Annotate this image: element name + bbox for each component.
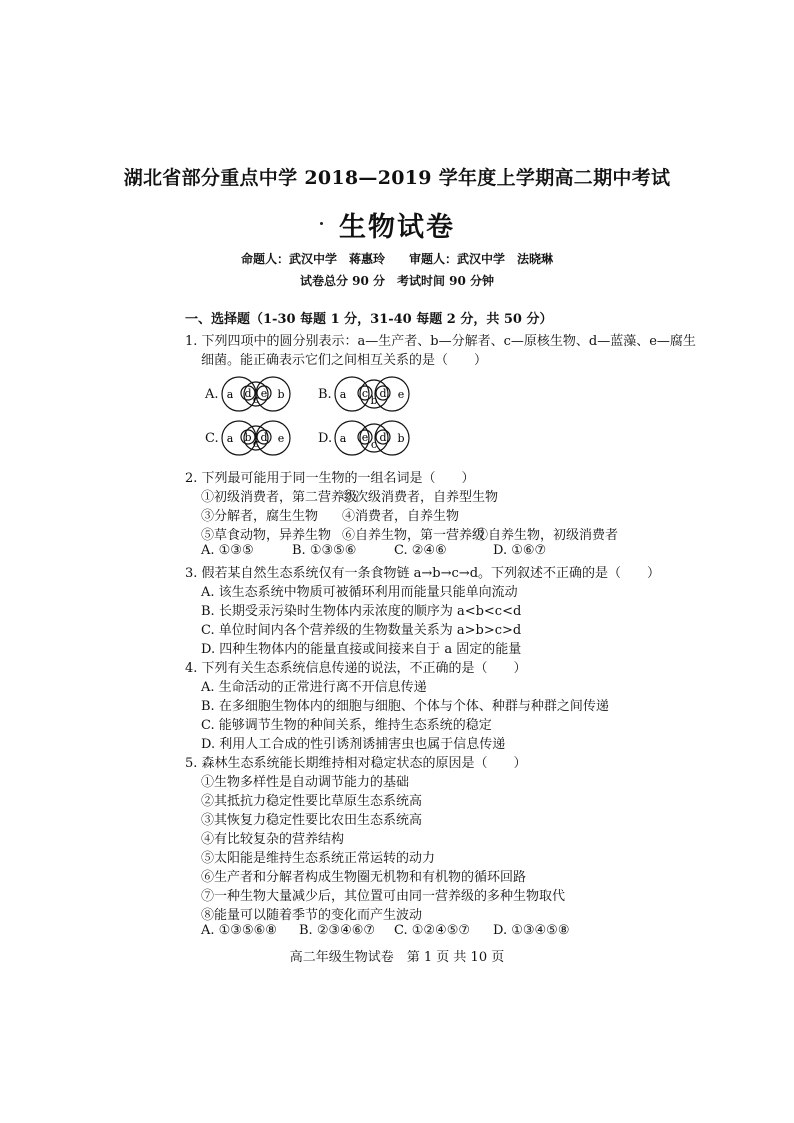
venn-letter: c (370, 438, 378, 451)
q2-item-1: ①初级消费者，第二营养级 (201, 490, 358, 505)
q1-option-c-label: C. (205, 431, 219, 446)
q2-item-6: ⑥自养生物，第一营养级 (342, 528, 486, 543)
q2-item-7: ⑦自养生物，初级消费者 (475, 528, 619, 543)
q5-option-a: A. ①③⑤⑥⑧ (201, 923, 277, 938)
q5-item-8: ⑧能量可以随着季节的变化而产生波动 (201, 908, 423, 923)
venn-letter: b (397, 432, 405, 445)
q5-option-d: D. ①③④⑤⑧ (493, 923, 570, 938)
exam-info-line: 试卷总分 90 分 考试时间 90 分钟 (299, 274, 495, 288)
q3-stem: 3. 假若某自然生态系统仅有一条食物链 a→b→c→d。下列叙述不正确的是（ ） (185, 566, 661, 581)
q4-option-d: D. 利用人工合成的性引诱剂诱捕害虫也属于信息传递 (201, 737, 506, 752)
q2-item-4: ④消费者，自养生物 (342, 509, 460, 524)
q4-option-c: C. 能够调节生物的种间关系，维持生态系统的稳定 (201, 718, 492, 733)
q5-item-2: ②其抵抗力稳定性要比草原生态系统高 (201, 794, 423, 809)
q5-option-b: B. ②③④⑥⑦ (299, 923, 376, 938)
q1-option-b-label: B. (318, 387, 332, 402)
subject-title: 生物试卷 (339, 212, 455, 243)
q1-venn-d (332, 418, 412, 458)
q2-item-3: ③分解者，腐生生物 (201, 509, 319, 524)
q1-venn-a (218, 374, 296, 414)
venn-letter: d (244, 387, 252, 400)
section-heading: 一、选择题（1-30 每题 1 分，31-40 每题 2 分，共 50 分） (185, 312, 553, 327)
venn-letter: a (339, 432, 347, 445)
q2-item-2: ②次级消费者，自养型生物 (342, 490, 499, 505)
venn-letter: a (339, 388, 347, 401)
q1-option-d-label: D. (318, 431, 333, 446)
authors-line: 命题人：武汉中学 蒋惠玲 审题人：武汉中学 法晓琳 (240, 252, 553, 266)
venn-letter: a (226, 432, 234, 445)
q2-option-b: B. ①③⑤⑥ (292, 543, 357, 558)
venn-letter: e (260, 387, 268, 400)
q1-option-a-label: A. (205, 387, 219, 402)
q5-item-3: ③其恢复力稳定性要比农田生态系统高 (201, 813, 423, 828)
q3-option-c: C. 单位时间内各个营养级的生物数量关系为 a>b>c>d (201, 623, 522, 638)
q5-item-5: ⑤太阳能是维持生态系统正常运转的动力 (201, 851, 436, 866)
venn-letter: c (252, 393, 260, 406)
venn-letter: e (397, 388, 405, 401)
venn-letter: c (361, 387, 369, 400)
q2-option-c: C. ②④⑥ (394, 543, 447, 558)
venn-letter: b (277, 388, 285, 401)
q1-stem-line1: 1. 下列四项中的圆分别表示：a—生产者、b—分解者、c—原核生物、d—蓝藻、e—腐生 (185, 334, 696, 349)
q2-stem: 2. 下列最可能用于同一生物的一组名词是（ ） (185, 471, 475, 486)
q5-stem: 5. 森林生态系统能长期维持相对稳定状态的原因是（ ） (185, 756, 527, 771)
venn-letter: d (379, 387, 387, 400)
venn-letter: e (361, 431, 369, 444)
q1-venn-c (218, 418, 296, 458)
venn-letter: b (244, 431, 252, 444)
q5-item-6: ⑥生产者和分解者构成生物圈无机物和有机物的循环回路 (201, 870, 527, 885)
q4-option-b: B. 在多细胞生物体内的细胞与细胞、个体与个体、种群与种群之间传递 (201, 699, 609, 714)
venn-letter: d (379, 431, 387, 444)
venn-letter: d (260, 431, 268, 444)
page-footer: 高二年级生物试卷 第 1 页 共 10 页 (289, 950, 505, 965)
q2-option-a: A. ①③⑤ (201, 543, 254, 558)
venn-letter: e (277, 432, 285, 445)
q1-stem-line2: 细菌。能正确表示它们之间相互关系的是（ ） (201, 353, 488, 368)
q2-item-5: ⑤草食动物，异养生物 (201, 528, 332, 543)
venn-letter: b (370, 394, 378, 407)
q3-option-d: D. 四种生物体内的能量直接或间接来自于 a 固定的能量 (201, 642, 522, 657)
exam-title: 湖北省部分重点中学 2018—2019 学年度上学期高二期中考试 (123, 167, 671, 189)
q2-option-d: D. ①⑥⑦ (493, 543, 547, 558)
q5-item-4: ④有比较复杂的营养结构 (201, 832, 345, 847)
q5-option-c: C. ①②④⑤⑦ (394, 923, 471, 938)
venn-letter: a (226, 388, 234, 401)
q3-option-a: A. 该生态系统中物质可被循环利用而能量只能单向流动 (201, 585, 518, 600)
q4-option-a: A. 生命活动的正常进行离不开信息传递 (201, 680, 427, 695)
venn-letter: c (252, 437, 260, 450)
q5-item-7: ⑦一种生物大量减少后，其位置可由同一营养级的多种生物取代 (201, 889, 566, 904)
q3-option-b: B. 长期受汞污染时生物体内汞浓度的顺序为 a<b<c<d (201, 604, 522, 619)
q1-venn-b (332, 374, 412, 414)
q5-item-1: ①生物多样性是自动调节能力的基础 (201, 775, 410, 790)
q4-stem: 4. 下列有关生态系统信息传递的说法，不正确的是（ ） (185, 661, 527, 676)
